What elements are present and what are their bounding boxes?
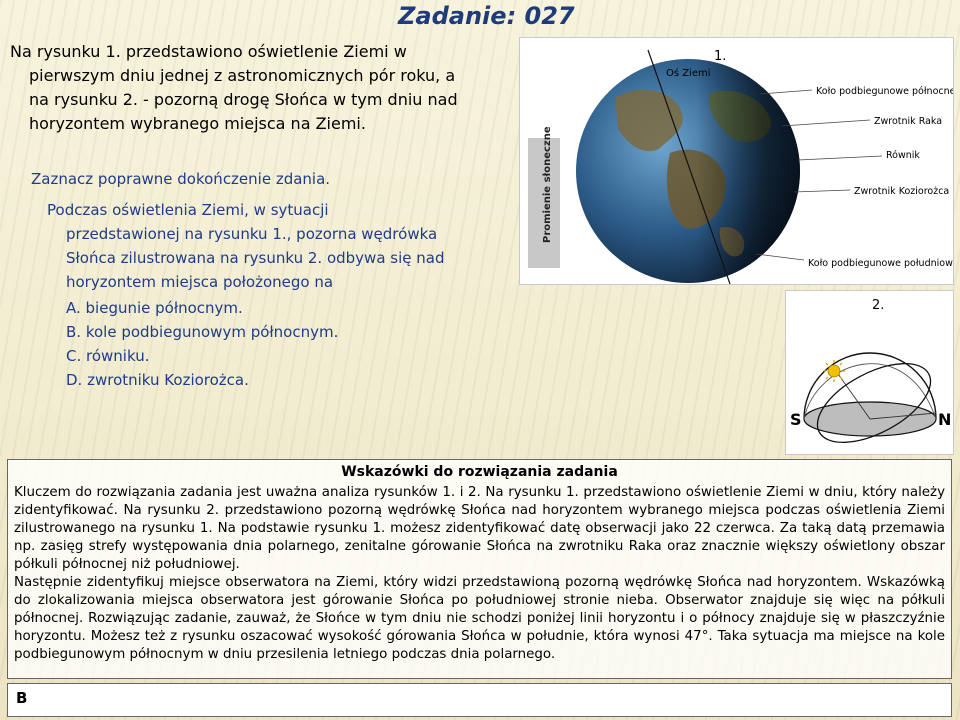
earth-axis-label: Oś Ziemi bbox=[666, 68, 711, 79]
task-instruction: Zaznacz poprawne dokończenie zdania. bbox=[31, 170, 331, 188]
figure-earth-illumination bbox=[519, 37, 954, 285]
figure2-number: 2. bbox=[872, 298, 885, 313]
north-label: N bbox=[938, 410, 952, 429]
hint-title: Wskazówki do rozwiązania zadania bbox=[341, 464, 618, 480]
tropic-cancer-label: Zwrotnik Raka bbox=[874, 116, 943, 127]
answer-field[interactable]: B bbox=[7, 683, 952, 717]
intro-line: pierwszym dniu jednej z astronomicznych pór roku, a bbox=[29, 66, 456, 85]
question-line: Słońca zilustrowana na rysunku 2. odbywa się nad bbox=[66, 249, 445, 267]
hint-paragraph: Następnie zidentyfikuj miejsce obserwatora na Ziemi, który widzi przedstawioną pozorną wędrówkę Słońca nad horyzontem. Wskazówką do zlokalizowania miejsca obserwatora jest górowanie Słońca po południowej stronie nieba. Obserwator znajduje się więc na półkuli północnej. Rozwiązując zadanie, zauważ, że Słońce w tym dniu nie schodzi poniżej linii horyzontu i o północy znajduje się w płaszczyźnie horyzontu. Możesz też z rysunku oszacować wysokość górowania Słońca w południe, która wynosi 47°. Taka sytuacja ma miejsce na kole podbiegunowym północnym w dniu przesilenia letniego podczas dnia polarnego. bbox=[14, 575, 945, 662]
hint-paragraph: Kluczem do rozwiązania zadania jest uważna analiza rysunków 1. i 2. Na rysunku 1. przedstawiono oświetlenie Ziemi w dniu, który należy zidentyfikować. Na rysunku 2. przedstawiono pozorną wędrówkę Słońca nad horyzontem wybranego miejsca podczas oświetlenia Ziemi zilustrowanego na rysunku 1. Na podstawie rysunku 1. możesz zidentyfikować datę obserwacji jako 22 czerwca. Za taką datą przemawia np. zasięg strefy występowania dnia polarnego, zenitalne górowanie Słońca na zwrotniku Raka oraz znacznie większy oświetlony obszar półkuli północnej niż południowej. bbox=[14, 485, 945, 572]
figure-sun-path bbox=[785, 290, 954, 455]
sun-rays-label: Promienie słoneczne bbox=[542, 126, 553, 243]
question-line: przedstawionej na rysunku 1., pozorna wędrówka bbox=[66, 225, 438, 243]
antarctic-circle-label: Koło podbiegunowe południowe bbox=[808, 258, 953, 269]
answer-options bbox=[66, 296, 486, 392]
question-line: Podczas oświetlenia Ziemi, w sytuacji bbox=[47, 201, 329, 219]
hint-panel bbox=[7, 459, 952, 679]
task-intro bbox=[10, 40, 505, 136]
question-stem bbox=[47, 198, 507, 294]
intro-line: na rysunku 2. - pozorną drogę Słońca w tym dniu nad bbox=[29, 90, 458, 109]
arctic-circle-label: Koło podbiegunowe północne bbox=[816, 86, 953, 97]
equator-label: Równik bbox=[886, 150, 920, 161]
intro-line: Na rysunku 1. przedstawiono oświetlenie Ziemi w bbox=[10, 42, 407, 61]
question-line: horyzontem miejsca położonego na bbox=[66, 273, 334, 291]
intro-line: horyzontem wybranego miejsca na Ziemi. bbox=[29, 114, 366, 133]
task-title: Zadanie: 027 bbox=[398, 2, 575, 30]
tropic-capricorn-label: Zwrotnik Koziorożca bbox=[854, 186, 950, 197]
option-b[interactable]: B. kole podbiegunowym północnym. bbox=[66, 323, 339, 341]
sun-path-diagram bbox=[786, 291, 953, 454]
option-c[interactable]: C. równiku. bbox=[66, 347, 150, 365]
earth-illumination-diagram bbox=[520, 38, 953, 284]
south-label: S bbox=[790, 410, 802, 429]
option-a[interactable]: A. biegunie północnym. bbox=[66, 299, 243, 317]
figure1-number: 1. bbox=[714, 49, 727, 64]
option-d[interactable]: D. zwrotniku Koziorożca. bbox=[66, 371, 249, 389]
